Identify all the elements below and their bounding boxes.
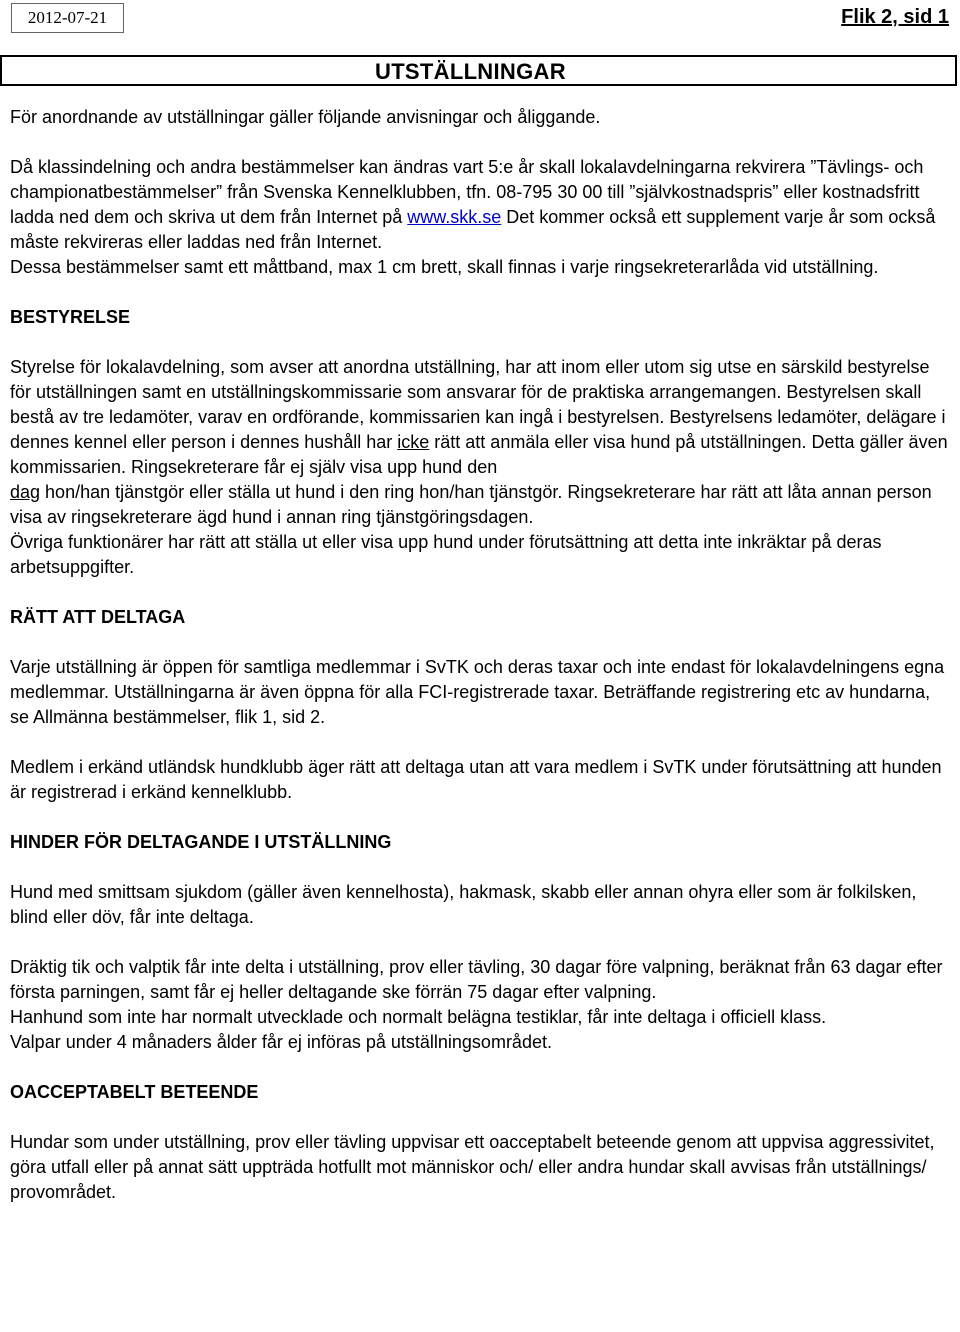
bestyrelse-text-1: Styrelse för lokalavdelning, som avser att anordna utställning, har att inom eller utom sig utse en särskild bestyrelse för utställningen samt en utställningskommissarie som ansvarar för de praktiska arrangemangen. Bestyrelsen skall bestå av tre ledamöter, varav en ordförande, kommissarien kan ingå i bestyrelsen. Bestyrelsens ledamöter, delägare i dennes kennel eller person i dennes hushåll har — [10, 357, 946, 452]
skk-website-link[interactable]: www.skk.se — [407, 207, 502, 227]
bestyrelse-text-2: rätt att anmäla eller visa hund på utställningen. Detta gäller även kommissarien. Ringsekreterare får ej själv visa upp hund den — [10, 432, 948, 477]
page-title: UTSTÄLLNINGAR — [375, 59, 566, 84]
hinder-paragraph-4: Valpar under 4 månaders ålder får ej införas på utställningsområdet. — [10, 1032, 552, 1052]
intro-paragraph-1: För anordnande av utställningar gäller följande anvisningar och åliggande. — [10, 107, 601, 127]
intro-text-before-link: Då klassindelning och andra bestämmelser kan ändras vart 5:e år skall lokalavdelningarna rekvirera ”Tävlings- och championatbestämmelser” från Svenska Kennelklubben, tfn. 08-795 30 00 till ”självkostnadspris” eller kostnadsfritt ladda ned dem och skriva ut dem från Internet på — [10, 157, 924, 227]
underlined-dag: dag — [10, 482, 41, 502]
hinder-paragraph-1: Hund med smittsam sjukdom (gäller även kennelhosta), hakmask, skabb eller annan ohyra eller som är folkilsken, blind eller döv, får inte deltaga. — [10, 882, 917, 927]
bestyrelse-text-3: hon/han tjänstgör eller ställa ut hund i den ring hon/han tjänstgör. Ringsekreterare har rätt att låta annan person visa av ringsekreterare ägd hund i annan ring tjänstgöringsdagen. — [10, 482, 932, 527]
heading-oacceptabelt: OACCEPTABELT BETEENDE — [10, 1082, 259, 1102]
title-box — [0, 55, 957, 86]
intro-paragraph-3: Dessa bestämmelser samt ett måttband, max 1 cm brett, skall finnas i varje ringsekreterarlåda vid utställning. — [10, 257, 879, 277]
page-reference: Flik 2, sid 1 — [841, 6, 949, 28]
bestyrelse-paragraph-1 — [10, 355, 950, 530]
document-body — [10, 105, 950, 1205]
heading-bestyrelse: BESTYRELSE — [10, 307, 131, 327]
bestyrelse-paragraph-2: Övriga funktionärer har rätt att ställa ut eller visa upp hund under förutsättning att detta inte inkräktar på deras arbetsuppgifter. — [10, 532, 882, 577]
date-box — [11, 3, 124, 33]
intro-text-after-link: Det kommer också ett supplement varje år som också måste rekvireras eller laddas ned från Internet. — [10, 207, 936, 252]
ratt-paragraph-1: Varje utställning är öppen för samtliga medlemmar i SvTK och deras taxar och inte endast för lokalavdelningens egna medlemmar. Utställningarna är även öppna för alla FCI-registrerade taxar. Beträffande registrering etc av hundarna, se Allmänna bestämmelser, flik 1, sid 2. — [10, 657, 945, 727]
intro-paragraph-2 — [10, 155, 950, 255]
oacceptabelt-paragraph-1: Hundar som under utställning, prov eller tävling uppvisar ett oacceptabelt beteende genom att uppvisa aggressivitet, göra utfall eller på annat sätt uppträda hotfullt mot människor och/ eller andra hundar skall avvisas från utställnings/ provområdet. — [10, 1132, 935, 1202]
heading-hinder: HINDER FÖR DELTAGANDE I UTSTÄLLNING — [10, 832, 392, 852]
document-date: 2012-07-21 — [27, 8, 108, 27]
ratt-paragraph-2: Medlem i erkänd utländsk hundklubb äger rätt att deltaga utan att vara medlem i SvTK under förutsättning att hunden är registrerad i erkänd kennelklubb. — [10, 757, 942, 802]
heading-ratt-att-deltaga: RÄTT ATT DELTAGA — [10, 607, 186, 627]
underlined-icke: icke — [397, 432, 430, 452]
hinder-paragraph-3: Hanhund som inte har normalt utvecklade och normalt belägna testiklar, får inte deltaga i officiell klass. — [10, 1007, 827, 1027]
hinder-paragraph-2: Dräktig tik och valptik får inte delta i utställning, prov eller tävling, 30 dagar före valpning, beräknat från 63 dagar efter första parningen, samt får ej heller deltagande ske förrän 75 dagar efter valpning. — [10, 957, 943, 1002]
